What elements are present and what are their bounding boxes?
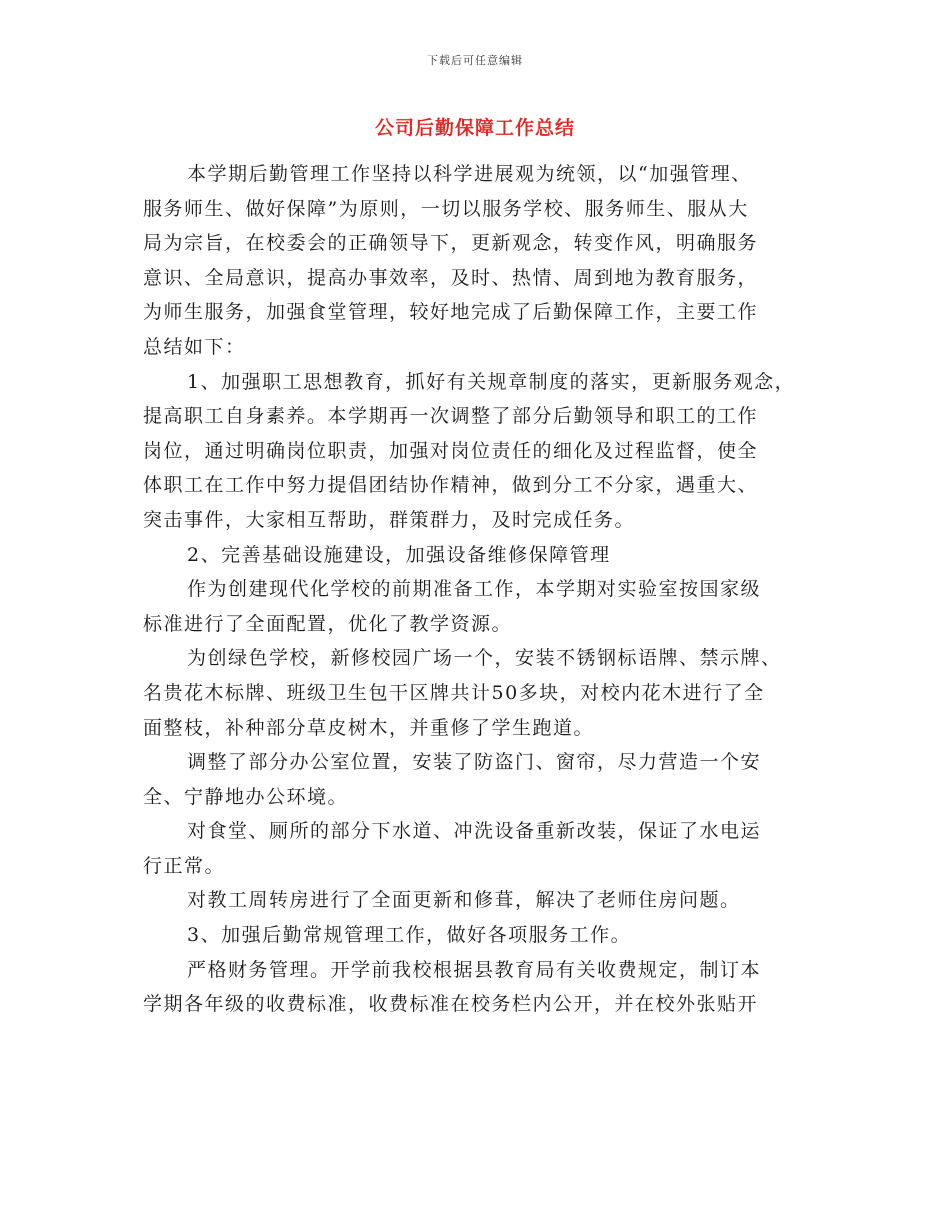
text-line: 作为创建现代化学校的前期准备工作，本学期对实验室按国家级	[187, 578, 762, 601]
text-line: 3、加强后勤常规管理工作，做好各项服务工作。	[187, 924, 632, 947]
text-line: 对食堂、厕所的部分下水道、冲洗设备重新改装，保证了水电运	[187, 820, 762, 843]
text-line: 意识、全局意识，提高办事效率，及时、热情、周到地为教育服务，	[143, 266, 759, 289]
text-line: 全、宁静地办公环境。	[143, 785, 349, 808]
text-line: 突击事件，大家相互帮助，群策群力，及时完成任务。	[143, 508, 636, 531]
text-line: 为创绿色学校，新修校园广场一个，安装不锈钢标语牌、禁示牌、	[187, 647, 782, 670]
text-line: 2、完善基础设施建设，加强设备维修保障管理	[187, 543, 611, 566]
header-note: 下载后可任意编辑	[427, 54, 523, 67]
text-line: 调整了部分办公室位置，安装了防盗门、窗帘，尽力营造一个安	[187, 751, 762, 774]
text-line: 名贵花木标牌、班级卫生包干区牌共计50多块，对校内花木进行了全	[143, 681, 765, 704]
text-line: 对教工周转房进行了全面更新和修葺，解决了老师住房问题。	[187, 889, 741, 912]
text-line: 岗位，通过明确岗位职责，加强对岗位责任的细化及过程监督，使全	[143, 439, 759, 462]
text-line: 学期各年级的收费标准，收费标准在校务栏内公开，并在校外张贴开	[143, 993, 759, 1016]
text-line: 严格财务管理。开学前我校根据县教育局有关收费规定，制订本	[187, 958, 762, 981]
text-line: 行正常。	[143, 854, 226, 877]
text-line: 局为宗旨，在校委会的正确领导下，更新观念，转变作风，明确服务	[143, 232, 759, 255]
document-body	[143, 160, 843, 1025]
text-line: 1、加强职工思想教育，抓好有关规章制度的落实，更新服务观念，	[187, 370, 796, 393]
text-line: 体职工在工作中努力提倡团结协作精神，做到分工不分家，遇重大、	[143, 474, 759, 497]
text-line: 面整枝，补种部分草皮树木，并重修了学生跑道。	[143, 716, 595, 739]
text-line: 本学期后勤管理工作坚持以科学进展观为统领，以“加强管理、	[187, 163, 752, 185]
text-line: 提高职工自身素养。本学期再一次调整了部分后勤领导和职工的工作	[143, 405, 759, 428]
text-line: 标准进行了全面配置，优化了教学资源。	[143, 612, 513, 635]
text-line: 服务师生、做好保障”为原则，一切以服务学校、服务师生、服从大	[143, 197, 749, 220]
text-line: 总结如下：	[143, 335, 246, 358]
document-title: 公司后勤保障工作总结	[374, 117, 575, 139]
text-line: 为师生服务，加强食堂管理，较好地完成了后勤保障工作，主要工作	[143, 301, 759, 324]
